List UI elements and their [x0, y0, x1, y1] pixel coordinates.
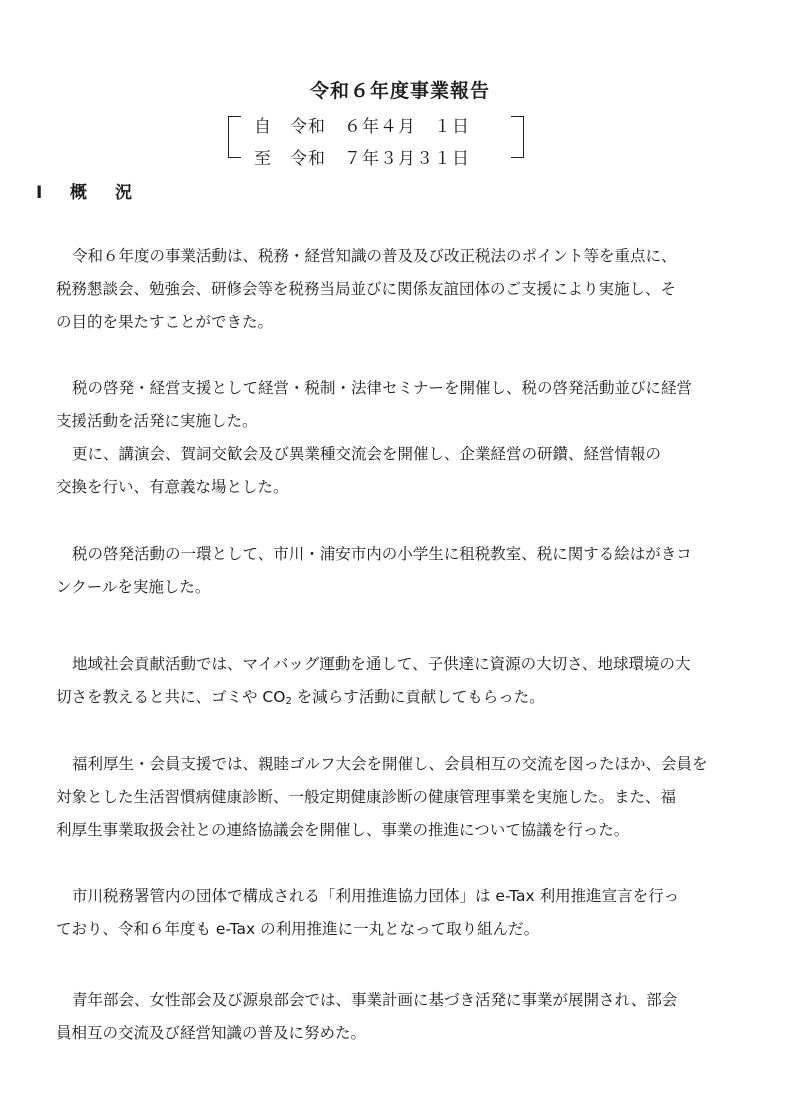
paragraph-line: 員相互の交流及び経営知識の普及に努めた。 — [56, 1024, 367, 1042]
paragraph-line: 対象とした生活習慣病健康診断、一般定期健康診断の健康管理事業を実施した。また、福 — [56, 788, 677, 806]
paragraph-line: 令和６年度の事業活動は、税務・経営知識の普及及び改正税法のポイント等を重点に、 — [72, 247, 677, 265]
co2-text-before: 切さを教えると共に、ゴミや CO — [56, 688, 286, 706]
period-from: 自 令和 ６年４月 １日 — [254, 117, 470, 137]
period-bracket-left — [228, 116, 241, 158]
section-title: 概況 — [70, 183, 160, 203]
paragraph-line: ており、令和６年度も e-Tax の利用推進に一丸となって取り組んだ。 — [56, 920, 540, 938]
report-period — [228, 112, 524, 168]
paragraph-line: 福利厚生・会員支援では、親睦ゴルフ大会を開催し、会員相互の交流を図ったほか、会員を — [72, 755, 708, 773]
paragraph-line: 支援活動を活発に実施した。 — [56, 412, 258, 430]
paragraph-line: ンクールを実施した。 — [56, 578, 211, 596]
paragraph-line: 税の啓発活動の一環として、市川・浦安市内の小学生に租税教室、税に関する絵はがきコ — [72, 545, 692, 563]
paragraph-line: 市川税務署管内の団体で構成される「利用推進協力団体」は e-Tax 利用推進宣言を行っ — [72, 887, 680, 905]
paragraph-line: 利厚生事業取扱会社との連絡協議会を開催し、事業の推進について協議を行った。 — [56, 821, 630, 839]
paragraph-overview — [56, 240, 762, 339]
section-number: Ⅰ — [36, 183, 43, 203]
co2-subscript: 2 — [285, 696, 292, 707]
paragraph-seminars — [56, 372, 762, 504]
paragraph-line: 地域社会貢献活動では、マイバッグ運動を通して、子供達に資源の大切さ、地球環境の大 — [72, 655, 691, 673]
paragraph-line: 税務懇談会、勉強会、研修会等を税務当局並びに関係友誼団体のご支援により実施し、そ — [56, 280, 677, 298]
paragraph-line: の目的を果たすことができた。 — [56, 313, 274, 331]
paragraph-line: 更に、講演会、賀詞交歓会及び異業種交流会を開催し、企業経営の研鑽、経営情報の — [72, 445, 662, 463]
paragraph-line: 青年部会、女性部会及び源泉部会では、事業計画に基づき活発に事業が展開され、部会 — [72, 991, 678, 1009]
paragraph-community — [56, 648, 762, 718]
co2-text-after: を減らす活動に貢献してもらった。 — [291, 688, 545, 706]
period-to: 至 令和 ７年３月３１日 — [254, 149, 470, 169]
paragraph-tax-education — [56, 538, 762, 604]
paragraph-line-co2 — [56, 681, 762, 718]
paragraph-subcommittees — [56, 984, 762, 1050]
paragraph-line: 税の啓発・経営支援として経営・税制・法律セミナーを開催し、税の啓発活動並びに経営 — [72, 379, 693, 397]
paragraph-line: 交換を行い、有意義な場とした。 — [56, 478, 289, 496]
paragraph-welfare — [56, 748, 762, 847]
section-heading — [36, 178, 160, 203]
report-title: 令和６年度事業報告 — [309, 80, 490, 102]
period-bracket-right — [511, 116, 524, 158]
paragraph-etax — [56, 880, 762, 946]
